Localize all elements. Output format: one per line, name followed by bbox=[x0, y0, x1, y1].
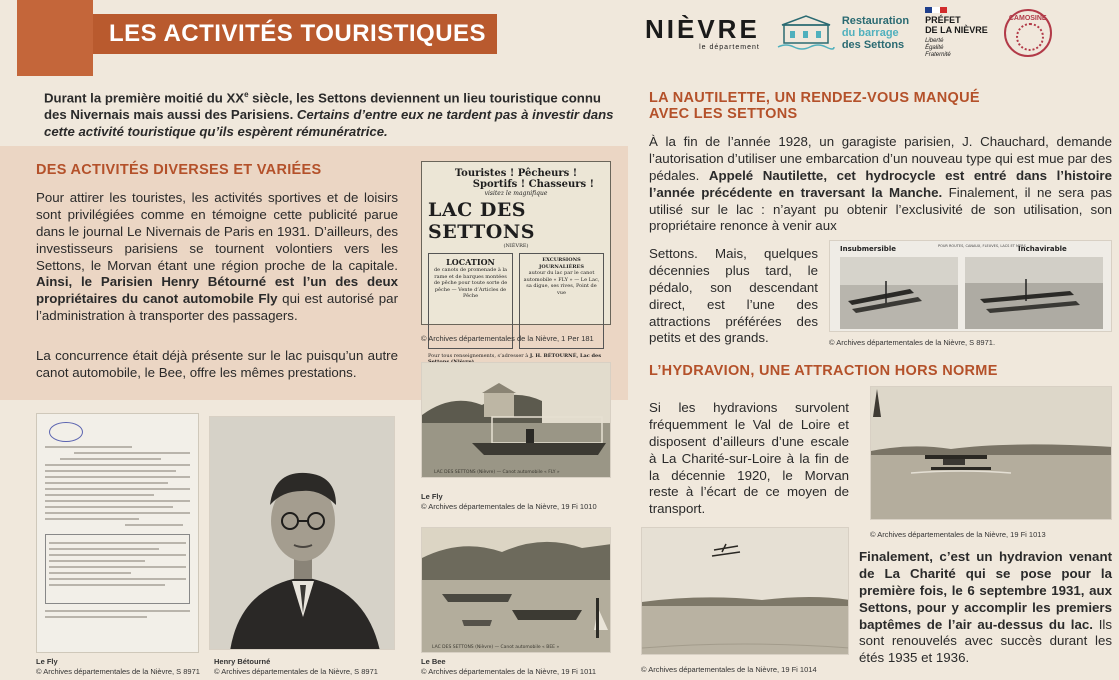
bee-photo-caption: Le Bee © Archives départementales de la Nièvre, 19 Fi 1011 bbox=[421, 657, 597, 676]
svg-text:LAC DES SETTONS (Nièvre) — Can: LAC DES SETTONS (Nièvre) — Canot automobile « BEE » bbox=[432, 645, 560, 650]
hydravion1-caption: © Archives départementales de la Nièvre, 19 Fi 1013 bbox=[870, 530, 1046, 539]
svg-text:Insubmersible: Insubmersible bbox=[840, 245, 896, 253]
nievre-logo: NIÈVRE le département bbox=[645, 13, 760, 51]
document-caption: Le Fly © Archives départementales de la Nièvre, S 8971 bbox=[36, 657, 200, 676]
section1-heading: DES ACTIVITÉS DIVERSES ET VARIÉES bbox=[36, 162, 322, 178]
prefet-logo: PRÉFET DE LA NIÈVRE Liberté Égalité Fraternité bbox=[925, 7, 988, 59]
fly-photo-caption: Le Fly © Archives départementales de la Nièvre, 19 Fi 1010 bbox=[421, 492, 597, 511]
french-flag-icon bbox=[925, 7, 947, 13]
fly-authorization-document bbox=[36, 413, 199, 653]
svg-text:LAC DES SETTONS (Nièvre) — Can: LAC DES SETTONS (Nièvre) — Canot automobile « FLY » bbox=[434, 470, 560, 475]
hydravion-photo-landing bbox=[870, 386, 1112, 520]
section3-paragraph2: Finalement, c’est un hydravion venant de La Charité qui se pose pour la première fois, le 6 septembre 1931, aux Settons, pour y accomplir les premiers baptêmes de l’air au-dessus du lac. Ils sont renouvelés avec succès durant les étés 1935 et 1936. bbox=[859, 549, 1112, 666]
poster-caption: © Archives départementales de la Nièvre, 1 Per 181 bbox=[421, 334, 594, 343]
restauration-logo: Restauration du barrage des Settons bbox=[776, 13, 909, 53]
lac-des-settons-poster: Touristes ! Pêcheurs ! Sportifs ! Chasseurs ! visitez le magnifique LAC DES SETTONS (NIÈVRE) LOCATION de canots de promenade à la rame et de barques montées de pêche pour toute sorte de pêche — Vente d’Articles de Pêche EXCURSIONS JOURNALIÈRES autour du lac par le canot automobile « FLY » — Le Lac, sa digue, ses rives, Point de vue Pour tous renseignements, s’adresser à J. H. BÉTOURNÉ, Lac des bbox=[421, 161, 611, 325]
svg-text:Inchavirable: Inchavirable bbox=[1018, 245, 1067, 253]
section1-paragraph1: Pour attirer les touristes, les activités sportives et de loisirs sont privilégiées comme en témoigne cette publicité parue dans le journal Le Nivernais de Paris en 1931. D’ailleurs, des investisseurs parisiens se tournent volontiers vers les Settons, le Morvan étant une région proche de la capitale. Ainsi, le Parisien Henry Bétourné est l’un des deux propriétaires du canot automobile Fly qui est autorisé par l’administration à transporter des passagers. bbox=[36, 190, 398, 324]
section2-paragraph1: À la fin de l’année 1928, un garagiste parisien, J. Chauchard, demande l’autorisation d’utiliser une embarcation d’un nouveau type qui est mue par des pédales. Appelé Nautilette, cet hydrocycle est entré dans l’histoire l’année précédente en traversant la Manche. Finalement, il ne sera pas utilisé sur le lac : n’ayant pu obtenir l’exclusivité de son utilisation, son propriétaire renonce à venir aux bbox=[649, 134, 1112, 234]
nautilette-caption: © Archives départementales de la Nièvre, S 8971. bbox=[829, 338, 996, 347]
camosine-logo: CAMOSINE bbox=[1004, 9, 1052, 57]
hydravion-photo-flight bbox=[641, 527, 849, 655]
section1-paragraph2: La concurrence était déjà présente sur le lac puisqu’un autre canot automobile, le Bee, offre les mêmes prestations. bbox=[36, 348, 398, 380]
nautilette-advertisement-photo bbox=[829, 240, 1112, 332]
page-title: LES ACTIVITÉS TOURISTIQUES bbox=[93, 14, 497, 54]
portrait-caption: Henry Bétourné © Archives départementales de la Nièvre, S 8971 bbox=[214, 657, 378, 676]
intro-text: Durant la première moitié du XXe siècle, les Settons deviennent un lieu touristique connu des Nivernais mais aussi des Parisiens. Certains d’entre eux ne tardent pas à investir dans cette activité touristique qu’ils espèrent rémunératrice. bbox=[44, 90, 614, 139]
section2-paragraph2: Settons. Mais, quelques décennies plus tard, le pédalo, son descendant direct, est l’une des attractions préférées des petits et des grands. bbox=[649, 246, 818, 346]
henry-betourne-portrait bbox=[209, 416, 395, 650]
title-accent-block bbox=[17, 0, 93, 76]
svg-text:POUR ROUTES, CANAUX, FLEUVES,: POUR ROUTES, CANAUX, FLEUVES, LACS ET MERS bbox=[938, 244, 1026, 248]
section2-heading: LA NAUTILETTE, UN RENDEZ-VOUS MANQUÉ AVEC LES SETTONS bbox=[649, 90, 980, 122]
section3-heading: L’HYDRAVION, UNE ATTRACTION HORS NORME bbox=[649, 363, 998, 379]
barrage-building-icon bbox=[776, 13, 836, 53]
fly-postcard-photo bbox=[421, 362, 611, 478]
hydravion2-caption: © Archives départementales de la Nièvre, 19 Fi 1014 bbox=[641, 665, 817, 674]
bee-postcard-photo bbox=[421, 527, 611, 653]
section3-paragraph1: Si les hydravions survolent fréquemment le Val de Loire et disposent d’ailleurs d’une escale à La Charité-sur-Loire à la fin de la décennie 1920, le Morvan reste à l’écart de ce moyen de transport. bbox=[649, 400, 849, 517]
partner-logos bbox=[645, 6, 1115, 60]
